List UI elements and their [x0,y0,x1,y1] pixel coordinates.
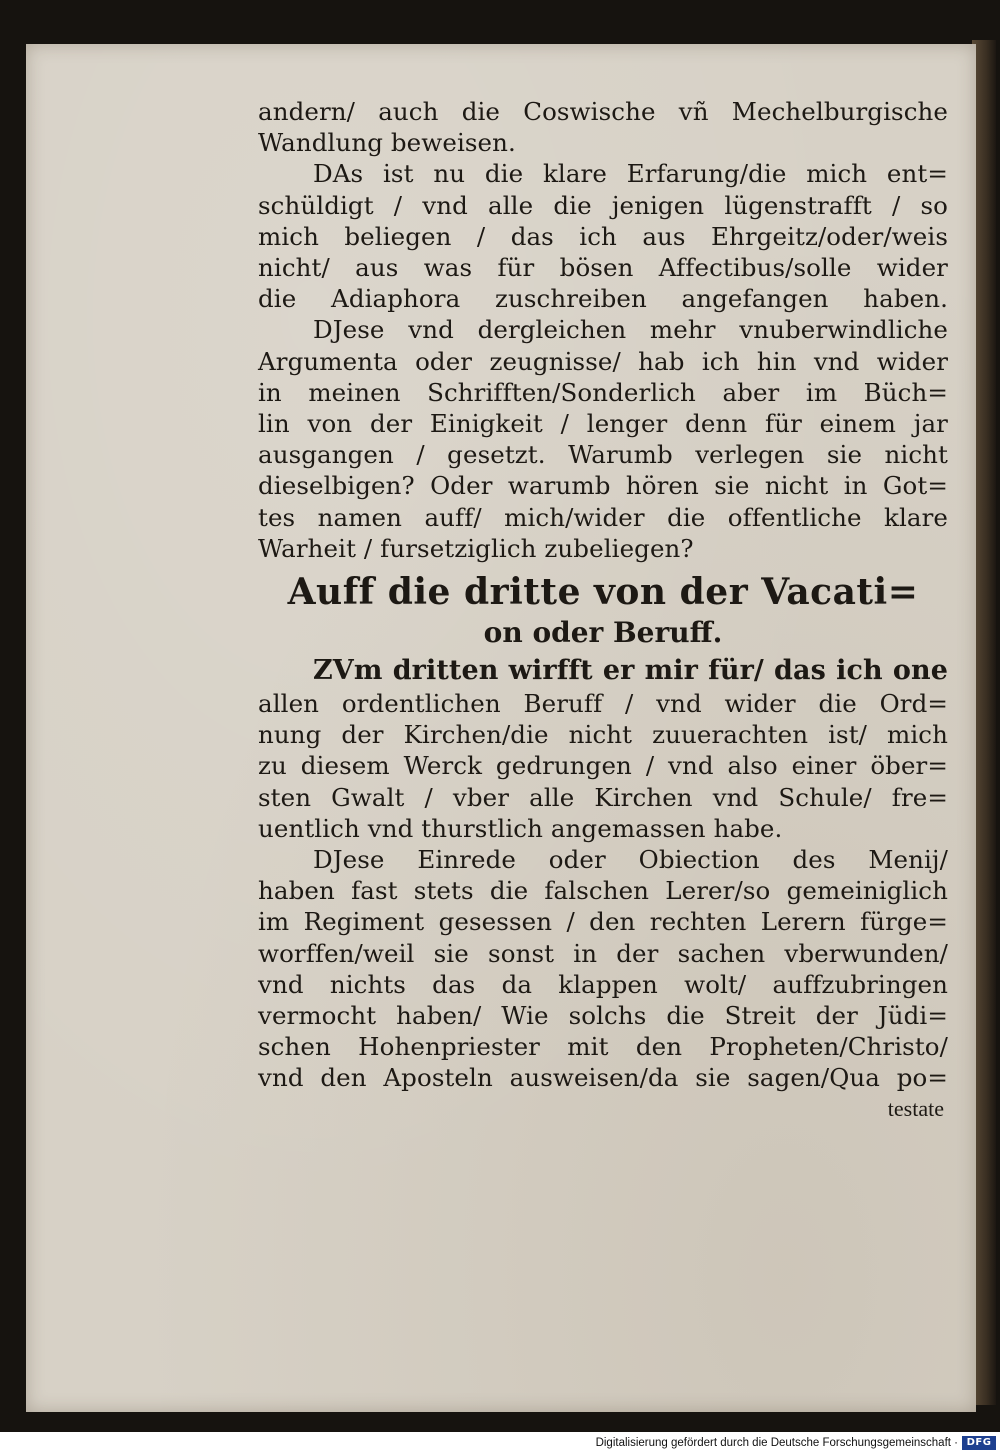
section-heading: Auff die dritte von der Vacati= [287,571,919,614]
text-line: sten Gwalt / vber alle Kirchen vnd Schule/ fre= [258,782,948,812]
text-line: vermocht haben/ Wie solchs die Streit der Jüdi= [258,1001,948,1031]
text-line: lin von der Einigkeit / lenger denn für einem jar [258,409,948,439]
text-line: dieselbigen? Oder warumb hören sie nicht in Got= [258,471,948,501]
text-line: haben fast stets die falschen Lerer/so gemeiniglich [258,876,948,906]
text-line: DJese Einrede oder Obiection des Menij/ [313,845,948,875]
catchword: testate [887,1095,944,1121]
text-line: im Regiment gesessen / den rechten Lerern fürge= [258,907,948,937]
digitization-footer [0,1432,1000,1455]
text-line: schüldigt / vnd alle die jenigen lügenstrafft / so [258,190,948,220]
text-line: andern/ auch die Coswische vñ Mechelburgische [258,97,948,126]
text-line: vnd den Aposteln ausweisen/da sie sagen/Qua po= [258,1063,948,1093]
text-line: worffen/weil sie sonst in der sachen vberwunden/ [258,938,948,968]
text-line: schen Hohenpriester mit den Propheten/Christo/ [258,1032,948,1062]
text-line: in meinen Schrifften/Sonderlich aber im Büch= [258,377,948,407]
text-line: Wandlung beweisen. [258,128,516,158]
text-line: nicht/ aus was für bösen Affectibus/solle wider [258,253,948,283]
text-line: mich beliegen / das ich aus Ehrgeitz/oder/weis [258,221,948,251]
text-line: DAs ist nu die klare Erfarung/die mich ent= [313,159,948,189]
text-line: zu diesem Werck gedrungen / vnd also einer öber= [258,751,948,781]
funding-credit: Digitalisierung gefördert durch die Deutsche Forschungsgemeinschaft · [595,1437,958,1449]
text-line: nung der Kirchen/die nicht zuuerachten ist/ mich [258,720,948,750]
text-line: allen ordentlichen Beruff / vnd wider die Ord= [258,689,948,719]
text-line: ausgangen / gesetzt. Warumb verlegen sie nicht [258,440,948,470]
text-line: Argumenta oder zeugnisse/ hab ich hin vnd wider [258,346,948,376]
page-text [258,96,948,1124]
section-heading-continued: on oder Beruff. [483,616,723,650]
text-line: die Adiaphora zuschreiben angefangen haben. [258,284,948,314]
text-line: Warheit / fursetziglich zubeliegen? [258,533,694,563]
text-line: DJese vnd dergleichen mehr vnuberwindliche [313,315,948,345]
text-line: ZVm dritten wirfft er mir für/ das ich one [313,655,948,687]
text-line: uentlich vnd thurstlich angemassen habe. [258,813,783,843]
text-line: vnd nichts das da klappen wolt/ auffzubringen [258,969,948,999]
dfg-logo: DFG [962,1436,996,1450]
text-line: tes namen auff/ mich/wider die offentliche klare [258,502,948,532]
